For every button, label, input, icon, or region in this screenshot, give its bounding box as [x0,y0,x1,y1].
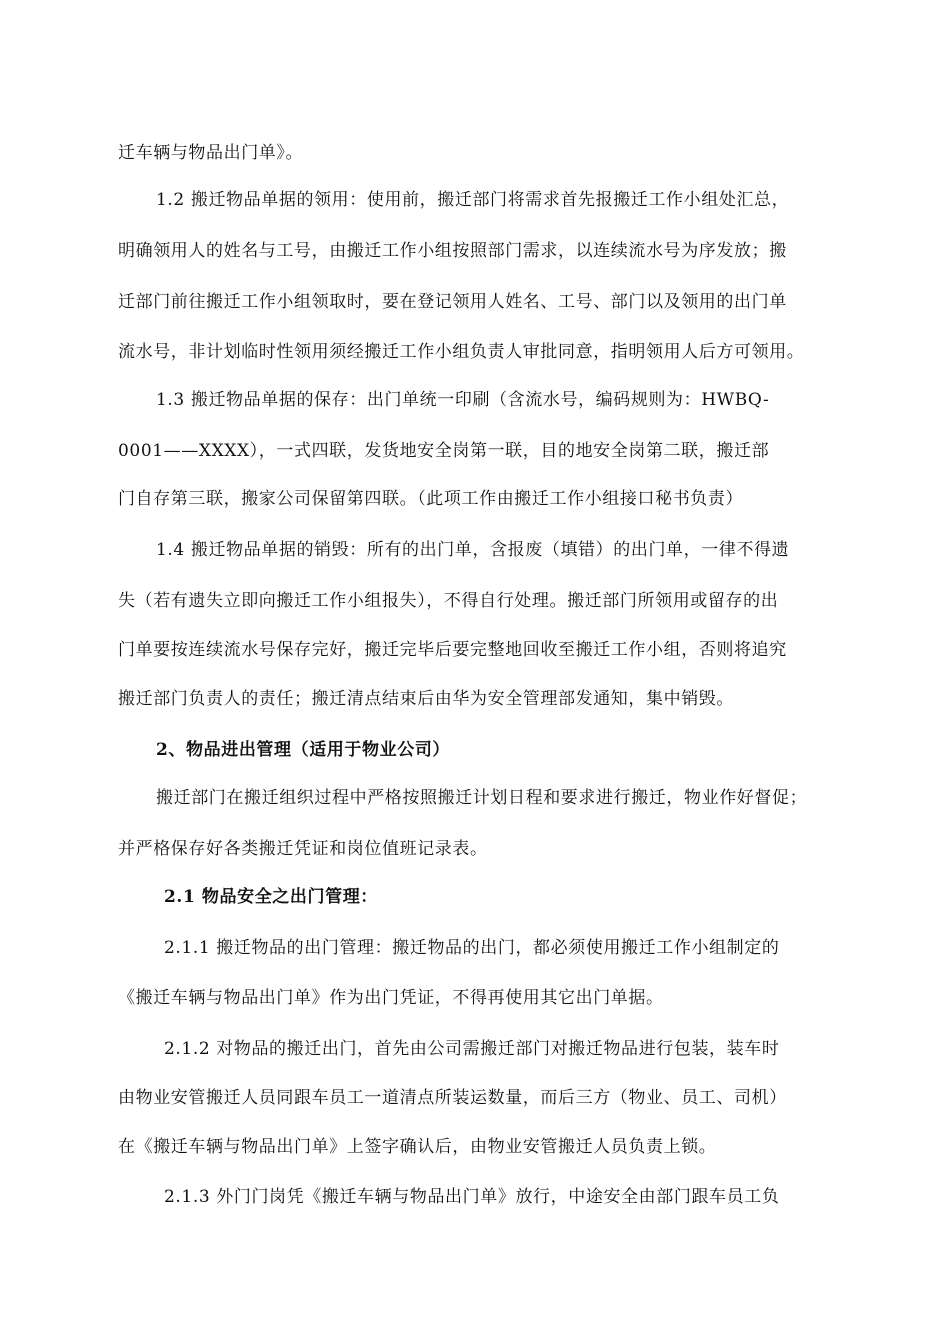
paragraph-line: 《搬迁车辆与物品出门单》作为出门凭证，不得再使用其它出门单据。 [118,988,664,1008]
paragraph-line: 2.1.3 外门门岗凭《搬迁车辆与物品出门单》放行，中途安全由部门跟车员工负 [164,1187,780,1207]
paragraph-line: 搬迁部门在搬迁组织过程中严格按照搬迁计划日程和要求进行搬迁，物业作好督促； [156,788,808,808]
paragraph-line: 门自存第三联，搬家公司保留第四联。（此项工作由搬迁工作小组接口秘书负责） [118,489,744,509]
paragraph-line: 由物业安管搬迁人员同跟车员工一道清点所装运数量，而后三方（物业、员工、司机） [118,1088,787,1108]
paragraph-line: 0001——XXXX），一式四联，发货地安全岗第一联，目的地安全岗第二联，搬迁部 [118,441,770,461]
paragraph-line: 流水号，非计划临时性领用须经搬迁工作小组负责人审批同意，指明领用人后方可领用。 [118,342,805,362]
paragraph-line: 迁部门前往搬迁工作小组领取时，要在登记领用人姓名、工号、部门以及领用的出门单 [118,292,787,312]
paragraph-line: 门单要按连续流水号保存完好，搬迁完毕后要完整地回收至搬迁工作小组，否则将追究 [118,640,787,660]
paragraph-line: 明确领用人的姓名与工号，由搬迁工作小组按照部门需求，以连续流水号为序发放；搬 [118,241,787,261]
section-heading: 2、物品进出管理（适用于物业公司） [156,740,451,760]
paragraph-line: 在《搬迁车辆与物品出门单》上签字确认后，由物业安管搬迁人员负责上锁。 [118,1137,717,1157]
paragraph-line: 失（若有遗失立即向搬迁工作小组报失），不得自行处理。搬迁部门所领用或留存的出 [118,591,779,611]
paragraph-line: 迁车辆与物品出门单》。 [118,143,304,163]
paragraph-line: 搬迁部门负责人的责任；搬迁清点结束后由华为安全管理部发通知，集中销毁。 [118,689,734,709]
paragraph-line: 1.2 搬迁物品单据的领用：使用前，搬迁部门将需求首先报搬迁工作小组处汇总， [156,190,790,210]
paragraph-line: 2.1.2 对物品的搬迁出门，首先由公司需搬迁部门对搬迁物品进行包装，装车时 [164,1039,780,1059]
paragraph-line: 并严格保存好各类搬迁凭证和岗位值班记录表。 [118,839,488,859]
subsection-heading: 2.1 物品安全之出门管理： [164,887,378,907]
paragraph-line: 1.4 搬迁物品单据的销毁：所有的出门单，含报废（填错）的出门单，一律不得遗 [156,540,790,560]
paragraph-line: 1.3 搬迁物品单据的保存：出门单统一印刷（含流水号，编码规则为：HWBQ- [156,390,770,410]
paragraph-line: 2.1.1 搬迁物品的出门管理：搬迁物品的出门，都必须使用搬迁工作小组制定的 [164,938,780,958]
